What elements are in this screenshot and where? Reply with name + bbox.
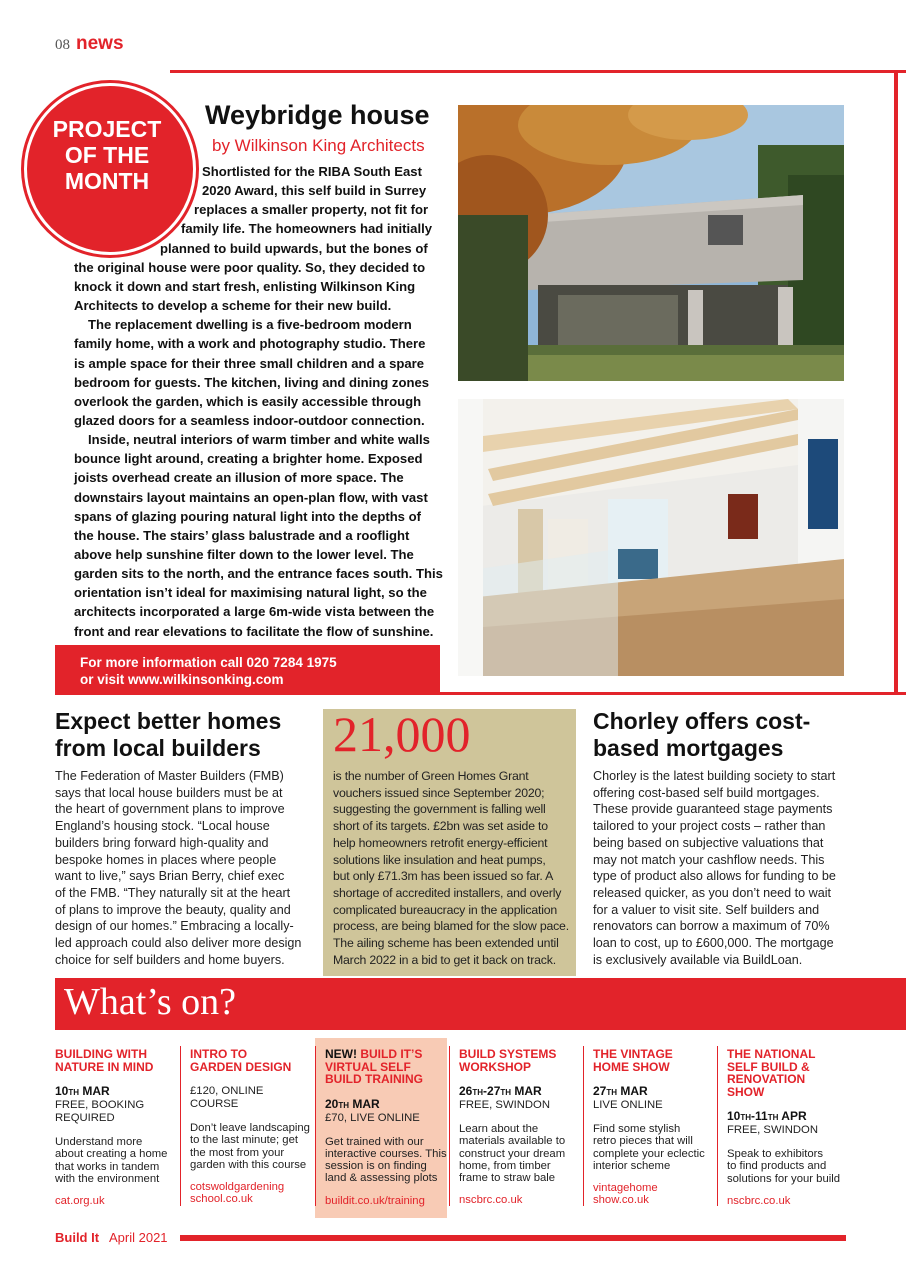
article-line: orientation isn’t ideal for maximising natural light, so the: [74, 585, 427, 601]
article-byline: by Wilkinson King Architects: [212, 136, 425, 155]
article-line: bounce light around, creating a brighter home. Exposed: [74, 451, 423, 467]
event-description-line: complete your eclectic: [593, 1147, 705, 1160]
article-line: downstairs layout maintains an open-plan flow, with vast: [74, 489, 428, 505]
headline-line: Expect better homes: [55, 708, 282, 734]
event-link-line[interactable]: cotswoldgardening: [190, 1181, 285, 1194]
body-line: shortage of accredited installers, and overly: [333, 885, 562, 900]
event-card: [190, 1038, 320, 1206]
event-date-part: MAR: [511, 1084, 542, 1098]
event-title: [727, 1048, 857, 1098]
event-meta-line: £120, ONLINE: [190, 1085, 264, 1097]
body-line: These provide guaranteed stage payments: [593, 802, 833, 817]
top-rule: [170, 70, 906, 73]
event-title-line: THE VINTAGE: [593, 1047, 673, 1061]
event-meta-line: REQUIRED: [55, 1112, 115, 1124]
footer-rule: [180, 1235, 846, 1241]
event-date: [593, 1085, 723, 1099]
event-title-line: GARDEN DESIGN: [190, 1059, 292, 1074]
headline-line: based mortgages: [593, 735, 784, 761]
event-card: [325, 1038, 455, 1207]
event-title-line: BUILD SYSTEMS: [459, 1047, 557, 1061]
article-line: family home, with a work and photography studio. There: [74, 336, 426, 352]
event-date-part: TH: [472, 1088, 484, 1097]
body-line: process, are being blamed for the slow pace.: [333, 919, 569, 934]
event-description-line: interactive courses. This: [325, 1147, 447, 1160]
event-description-line: Speak to exhibitors: [727, 1148, 824, 1160]
event-description-line: retro pieces that will: [593, 1135, 693, 1148]
page-number: 08: [55, 37, 70, 53]
body-line: suggesting the government is falling well: [333, 802, 546, 817]
body-line: England’s housing stock. “Local house: [55, 819, 270, 834]
article-line: above help sunshine filter down to the lower level. The: [74, 547, 414, 562]
event-date: [325, 1098, 455, 1112]
event-description: [727, 1148, 857, 1185]
event-meta-line: COURSE: [190, 1098, 239, 1110]
event-title-line: BUILDING WITH: [55, 1047, 147, 1061]
event-title: [593, 1048, 723, 1073]
article-line: bedroom for guests. The kitchen, living and dining zones: [74, 374, 430, 390]
event-meta-line: FREE, BOOKING: [55, 1099, 145, 1111]
event-link-line[interactable]: cat.org.uk: [55, 1195, 105, 1208]
event-separator: [315, 1046, 316, 1206]
article-line: The replacement dwelling is a five-bedroom modern: [88, 317, 412, 333]
event-separator: [449, 1046, 450, 1206]
event-date-part: TH: [338, 1100, 350, 1110]
event-description-line: Find some stylish: [593, 1123, 681, 1135]
event-date-part: MAR: [349, 1096, 380, 1111]
event-date-part: TH: [500, 1088, 512, 1097]
event-link-line[interactable]: vintagehome: [593, 1182, 658, 1195]
event-title-line: SHOW: [727, 1084, 765, 1099]
interior-photo: [458, 399, 844, 676]
event-title: [325, 1048, 455, 1086]
event-meta: [325, 1112, 455, 1125]
event-meta-line: FREE, SWINDON: [459, 1099, 551, 1111]
article-line: planned to build upwards, but the bones of: [160, 240, 428, 256]
event-date-part: MAR: [79, 1084, 110, 1098]
article-line: garden sits to the north, and the entrance faces south. This: [74, 566, 443, 582]
article-line: spans of glazing pouring natural light into the depths of: [74, 508, 421, 524]
event-card: [727, 1038, 857, 1207]
body-line: offering cost-based self build mortgages.: [593, 785, 820, 800]
exterior-photo: [458, 105, 844, 381]
event-description-line: Get trained with our: [325, 1135, 424, 1148]
body-line: loan to cost, up to £600,000. The mortgage: [593, 936, 834, 951]
footer-brand: Build It: [55, 1230, 100, 1245]
event-title-line: BUILD IT’S: [357, 1047, 423, 1061]
event-date-part: APR: [778, 1109, 807, 1123]
body-line: solutions like insulation and heat pumps,: [333, 852, 546, 867]
builders-headline: [55, 708, 281, 762]
event-title-line: HOME SHOW: [593, 1059, 670, 1074]
headline-line: from local builders: [55, 735, 261, 761]
body-line: want to live,” says Brian Berry, chief exec: [55, 869, 285, 884]
body-line: tailored to your project costs – rather than: [593, 819, 826, 834]
event-link-line[interactable]: nscbrc.co.uk: [727, 1194, 791, 1207]
body-line: but only £71.3m has been issued so far. A: [333, 869, 554, 884]
event-description-line: that works in tandem: [55, 1160, 160, 1173]
body-line: March 2022 in a bid to get it back on track.: [333, 952, 556, 967]
body-line: being based on subjective valuations that: [593, 835, 824, 850]
event-link[interactable]: [459, 1194, 589, 1206]
event-description-line: land & assessing plots: [325, 1172, 438, 1185]
event-meta: [727, 1124, 857, 1137]
event-link[interactable]: [727, 1195, 857, 1207]
event-title-line: SELF BUILD &: [727, 1059, 810, 1074]
event-description: [55, 1136, 185, 1185]
divider-rule: [440, 692, 906, 695]
event-separator: [717, 1046, 718, 1206]
event-separator: [583, 1046, 584, 1206]
stat-number: 21,000: [333, 706, 471, 762]
event-title-line: THE NATIONAL: [727, 1047, 816, 1061]
event-description-line: Understand more: [55, 1136, 143, 1148]
body-line: bespoke homes in places where people: [55, 852, 277, 867]
event-description-line: with the environment: [55, 1172, 160, 1185]
event-date-part: MAR: [617, 1084, 648, 1098]
badge-line: PROJECT: [52, 116, 162, 142]
event-description-line: construct your dream: [459, 1147, 566, 1160]
article-line: architects incorporated a large 6m-wide vista between the: [74, 604, 435, 620]
body-line: of plans to improve the beauty, quality and: [55, 902, 291, 917]
body-line: short of its targets. £2bn was set aside to: [333, 819, 548, 834]
body-line: The ailing scheme has been extended until: [333, 936, 559, 951]
badge-line: OF THE: [64, 142, 150, 168]
body-line: of the FMB. “They naturally sit at the heart: [55, 885, 291, 900]
body-line: the heart of government plans to improve: [55, 802, 285, 817]
event-meta: [190, 1085, 320, 1111]
event-title-line: WORKSHOP: [459, 1059, 531, 1074]
article-line: front and rear elevations to facilitate the flow of sunshine.: [74, 623, 434, 639]
event-meta: [55, 1099, 185, 1125]
event-separator: [180, 1046, 181, 1206]
event-date-part: -11: [751, 1109, 768, 1123]
body-line: complicated bureaucracy in the application: [333, 902, 558, 917]
event-description-line: home, from timber: [459, 1159, 551, 1172]
article-line: family life. The homeowners had initially: [181, 221, 433, 237]
event-link-line[interactable]: buildit.co.uk/training: [325, 1194, 425, 1207]
event-date-part: 27: [593, 1084, 607, 1098]
body-line: is exclusively available via BuildLoan.: [593, 952, 803, 967]
event-title: [459, 1048, 589, 1073]
event-link-line[interactable]: nscbrc.co.uk: [459, 1194, 523, 1207]
article-line: joists overhead create an illusion of more space. The: [74, 470, 404, 486]
event-description: [325, 1136, 455, 1185]
event-link-line[interactable]: show.co.uk: [593, 1194, 649, 1207]
body-line: type of product also allows for funding to be: [593, 869, 836, 884]
badge-text: [24, 116, 190, 194]
whats-on-title: What’s on?: [64, 981, 237, 1023]
event-description-line: the most from your: [190, 1146, 285, 1159]
article-line: is ample space for their three small children and a spare: [74, 355, 425, 371]
info-phone: For more information call 020 7284 1975: [80, 655, 337, 670]
body-line: is the number of Green Homes Grant: [333, 769, 529, 783]
body-line: says that local house builders must be at: [55, 785, 283, 800]
article-title: Weybridge house: [205, 100, 430, 130]
event-date: [459, 1085, 589, 1099]
body-line: released quicker, as you don’t need to wait: [593, 885, 832, 900]
event-description-line: garden with this course: [190, 1158, 307, 1171]
article-line: knock it down and start fresh, enlisting Wilkinson King: [74, 278, 416, 294]
event-date-part: 26: [459, 1084, 473, 1098]
body-line: Chorley is the latest building society to start: [593, 769, 836, 783]
event-title: [190, 1048, 320, 1073]
article-line: 2020 Award, this self build in Surrey: [202, 183, 427, 199]
body-line: renovators can borrow a maximum of 70%: [593, 919, 830, 934]
event-link[interactable]: [55, 1195, 185, 1207]
badge-line: MONTH: [64, 168, 150, 194]
body-line: may not match your cashflow needs. This: [593, 852, 825, 867]
article-line: Architects to develop a scheme for their new build.: [74, 298, 392, 314]
article-line: glazed doors for a seamless indoor-outdoor connection.: [74, 412, 425, 428]
event-date-part: 20: [325, 1096, 339, 1111]
info-website[interactable]: or visit www.wilkinsonking.com: [80, 672, 284, 687]
event-link[interactable]: [190, 1181, 320, 1206]
section-label: news: [76, 33, 124, 54]
article-line: overlook the garden, which is easily accessible through: [74, 393, 422, 409]
event-meta-line: LIVE ONLINE: [593, 1099, 663, 1111]
article-line: Shortlisted for the RIBA South East: [202, 164, 422, 179]
chorley-body: [593, 768, 836, 968]
chorley-headline: [593, 708, 810, 762]
event-meta: [593, 1099, 723, 1112]
event-description: [459, 1123, 589, 1184]
body-line: vouchers issued since September 2020;: [333, 785, 545, 800]
event-title-line: VIRTUAL SELF: [325, 1059, 411, 1074]
body-line: The Federation of Master Builders (FMB): [55, 769, 284, 783]
event-link-line[interactable]: school.co.uk: [190, 1193, 253, 1206]
event-link[interactable]: [325, 1195, 455, 1207]
article-line: the house. The stairs’ glass balustrade and a rooflight: [74, 527, 410, 543]
event-description-line: materials available to: [459, 1135, 566, 1148]
stat-body: [333, 768, 569, 968]
body-line: led approach could also deliver more design: [55, 936, 302, 951]
event-card: [459, 1038, 589, 1207]
body-line: choice for self builders and home buyers.: [55, 952, 285, 967]
event-description-line: solutions for your build: [727, 1172, 841, 1185]
event-description: [190, 1122, 320, 1171]
event-title-line: INTRO TO: [190, 1047, 248, 1061]
event-description-line: to the last minute; get: [190, 1134, 299, 1147]
event-date-part: 10: [727, 1109, 741, 1123]
event-date-part: TH: [68, 1088, 80, 1097]
event-date-part: 10: [55, 1084, 69, 1098]
event-link[interactable]: [593, 1182, 723, 1207]
new-label: NEW!: [325, 1047, 357, 1061]
event-description-line: frame to straw bale: [459, 1172, 556, 1185]
event-card: [55, 1038, 185, 1207]
event-meta-line: FREE, SWINDON: [727, 1124, 819, 1136]
body-line: builders bring forward high-quality and: [55, 835, 269, 850]
event-date: [55, 1085, 185, 1099]
event-meta: [459, 1099, 589, 1112]
right-edge-bar: [894, 70, 898, 692]
footer-issue: April 2021: [109, 1230, 168, 1245]
event-description-line: Don’t leave landscaping: [190, 1122, 310, 1134]
event-description-line: about creating a home: [55, 1148, 168, 1161]
event-card: [593, 1038, 723, 1207]
article-line: replaces a smaller property, not fit for: [194, 202, 429, 218]
event-date-part: TH: [767, 1113, 779, 1122]
body-line: for a valuer to visit site. Self builders and: [593, 902, 820, 917]
headline-line: Chorley offers cost-: [593, 708, 811, 734]
event-title-line: NATURE IN MIND: [55, 1059, 154, 1074]
event-description: [593, 1123, 723, 1172]
event-date: [727, 1110, 857, 1124]
event-date-part: TH: [740, 1113, 752, 1122]
event-title-line: BUILD TRAINING: [325, 1072, 423, 1086]
event-date-part: TH: [606, 1088, 618, 1097]
event-description-line: session is on finding: [325, 1160, 427, 1173]
body-line: design of our homes.” Embracing a locally-: [55, 919, 294, 934]
info-text: [80, 654, 337, 688]
article-line: Inside, neutral interiors of warm timber and white walls: [88, 432, 430, 448]
builders-body: [55, 768, 301, 968]
event-date-part: -27: [483, 1084, 501, 1098]
event-description-line: Learn about the: [459, 1123, 539, 1135]
event-description-line: to find products and: [727, 1160, 827, 1173]
event-title: [55, 1048, 185, 1073]
event-description-line: interior scheme: [593, 1159, 671, 1172]
body-line: help homeowners retrofit energy-efficient: [333, 835, 548, 850]
article-line: the original house were poor quality. So, they decided to: [74, 259, 426, 275]
event-meta-line: £70, LIVE ONLINE: [325, 1111, 420, 1124]
event-title-line: RENOVATION: [727, 1072, 806, 1086]
